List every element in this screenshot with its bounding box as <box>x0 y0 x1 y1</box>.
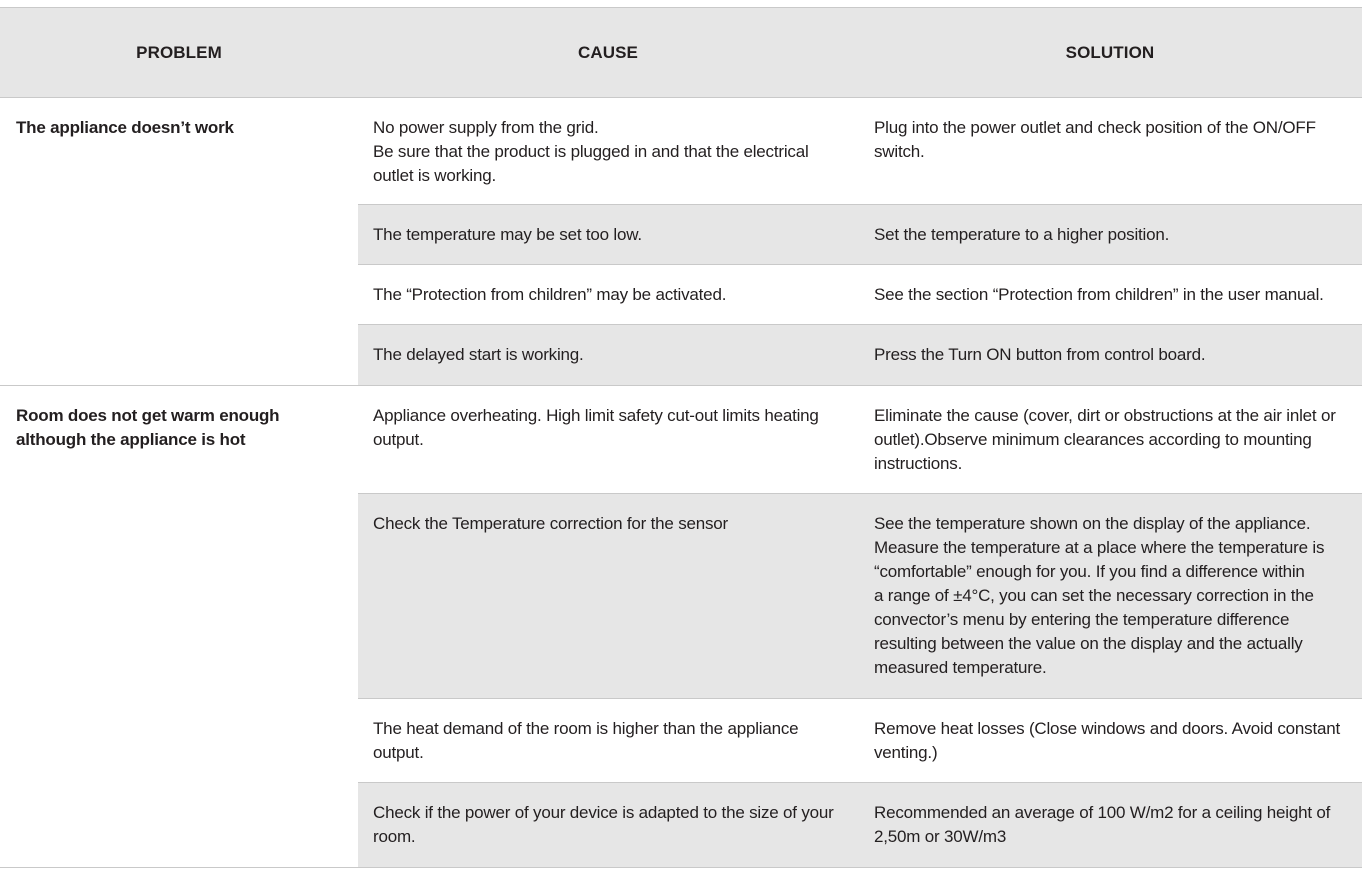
problem-group <box>0 98 1362 386</box>
table-row <box>358 494 1362 699</box>
solution-cell <box>858 205 1362 264</box>
table-header <box>0 8 1362 98</box>
cause-text: Appliance overheating. High limit safety cut-out limits heating <box>373 406 819 425</box>
header-cause: CAUSE <box>577 42 638 62</box>
solution-cell <box>858 699 1362 782</box>
cause-cell <box>358 386 858 493</box>
solution-text: convector’s menu by entering the temperature difference <box>874 610 1290 629</box>
solution-cell <box>858 386 1362 493</box>
cause-text: output. <box>373 743 424 762</box>
cause-cell <box>358 98 858 204</box>
problem-text: Room does not get warm enough <box>16 406 280 425</box>
cause-cell <box>358 205 858 264</box>
solution-text: switch. <box>874 142 925 161</box>
solution-cell <box>858 494 1362 698</box>
problem-cell <box>0 98 358 385</box>
cause-cell <box>358 699 858 782</box>
solution-text: outlet).Observe minimum clearances according to mounting <box>874 430 1312 449</box>
cause-cell <box>358 265 858 324</box>
solution-text: measured temperature. <box>874 658 1047 677</box>
cause-text: Check the Temperature correction for the sensor <box>373 514 729 533</box>
cause-cell <box>358 325 858 385</box>
cause-text: No power supply from the grid. <box>373 118 599 137</box>
solution-text: Eliminate the cause (cover, dirt or obstructions at the air inlet or <box>874 406 1336 425</box>
solution-cell <box>858 325 1362 385</box>
header-solution: SOLUTION <box>1065 42 1155 62</box>
cause-text: outlet is working. <box>373 166 497 185</box>
solution-text: instructions. <box>874 454 963 473</box>
cause-solution-rows <box>358 98 1362 385</box>
table-row <box>358 205 1362 265</box>
solution-text: Remove heat losses (Close windows and doors. Avoid constant <box>874 719 1341 738</box>
solution-text: venting.) <box>874 743 938 762</box>
problem-group <box>0 386 1362 867</box>
cause-cell <box>358 783 858 867</box>
cause-text: Check if the power of your device is adapted to the size of your <box>373 803 834 822</box>
table-row <box>358 265 1362 325</box>
problem-cell <box>0 386 358 867</box>
solution-text: 2,50m or 30W/m3 <box>874 827 1007 846</box>
table-row <box>358 783 1362 867</box>
solution-text: Press the Turn ON button from control board. <box>874 345 1206 364</box>
cause-text: The “Protection from children” may be activated. <box>373 285 727 304</box>
problem-text: The appliance doesn’t work <box>16 118 234 137</box>
solution-text: Recommended an average of 100 W/m2 for a ceiling height of <box>874 803 1331 822</box>
solution-text: “comfortable” enough for you. If you find a difference within <box>874 562 1305 581</box>
cause-text: The temperature may be set too low. <box>373 225 642 244</box>
cause-text: Be sure that the product is plugged in and that the electrical <box>373 142 809 161</box>
solution-text: Measure the temperature at a place where the temperature is <box>874 538 1325 557</box>
solution-cell <box>858 98 1362 204</box>
cause-text: The heat demand of the room is higher than the appliance <box>373 719 799 738</box>
problem-text: although the appliance is hot <box>16 430 246 449</box>
solution-cell <box>858 783 1362 867</box>
solution-text: Plug into the power outlet and check position of the ON/OFF <box>874 118 1316 137</box>
troubleshooting-table <box>0 7 1362 868</box>
table-row <box>358 386 1362 494</box>
solution-cell <box>858 265 1362 324</box>
cause-text: The delayed start is working. <box>373 345 584 364</box>
cause-solution-rows <box>358 386 1362 867</box>
cause-text: room. <box>373 827 416 846</box>
header-problem: PROBLEM <box>136 42 222 62</box>
table-row <box>358 699 1362 783</box>
solution-text: Set the temperature to a higher position. <box>874 225 1170 244</box>
table-row <box>358 98 1362 205</box>
solution-text: See the section “Protection from children” in the user manual. <box>874 285 1324 304</box>
solution-text: See the temperature shown on the display of the appliance. <box>874 514 1311 533</box>
table-row <box>358 325 1362 385</box>
cause-cell <box>358 494 858 698</box>
solution-text: resulting between the value on the display and the actually <box>874 634 1303 653</box>
solution-text: a range of ±4°C, you can set the necessary correction in the <box>874 586 1314 605</box>
cause-text: output. <box>373 430 424 449</box>
